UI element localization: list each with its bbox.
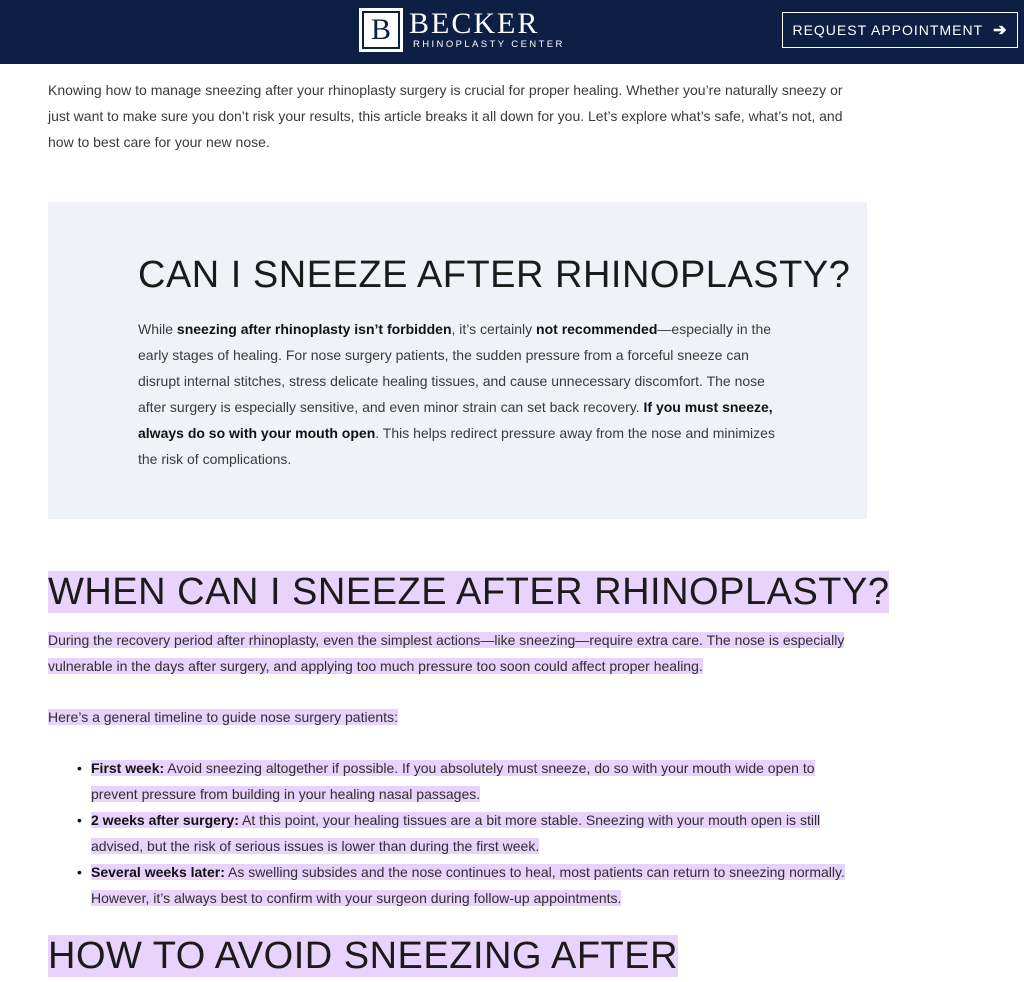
callout-text-1: While (138, 321, 177, 337)
callout-heading: CAN I SNEEZE AFTER RHINOPLASTY? (138, 254, 851, 296)
how-heading (48, 930, 678, 982)
list-item-label: 2 weeks after surgery: (91, 812, 239, 828)
list-item-label: First week: (91, 760, 165, 776)
timeline-intro-text: Here’s a general timeline to guide nose surgery patients: (48, 709, 398, 725)
timeline-list (77, 755, 861, 911)
bullet-icon: • (77, 864, 82, 880)
callout-box (48, 202, 867, 519)
timeline-intro (48, 704, 398, 730)
logo-name: BECKER (409, 7, 540, 40)
list-item (77, 859, 861, 911)
bullet-icon: • (77, 812, 82, 828)
callout-bold-3: If you must sneeze, always do so with your mouth open (138, 399, 773, 441)
list-item-text: Avoid sneezing altogether if possible. If you absolutely must sneeze, do so with your mouth wide open to prevent pressure from building in your healing nasal passages. (91, 760, 815, 802)
request-appointment-button[interactable] (782, 12, 1018, 48)
becker-logo[interactable] (359, 6, 565, 54)
callout-text-2: , it’s certainly (451, 321, 537, 337)
how-heading-text: HOW TO AVOID SNEEZING AFTER (48, 935, 679, 977)
list-item (77, 807, 861, 859)
list-item-content (91, 864, 845, 906)
callout-paragraph (138, 316, 778, 472)
request-appointment-label: REQUEST APPOINTMENT (792, 22, 984, 38)
site-header (0, 0, 1024, 64)
when-heading (48, 566, 889, 618)
callout-bold-1: sneezing after rhinoplasty isn’t forbidden (176, 321, 452, 337)
recovery-paragraph (48, 627, 848, 679)
list-item (77, 755, 861, 807)
callout-bold-2: not recommended (536, 321, 658, 337)
list-item-text: As swelling subsides and the nose continues to heal, most patients can return to sneezing normally. However, it’s always best to confirm with your surgeon during follow-up appointments. (91, 864, 845, 906)
callout-text-4: . This helps redirect pressure away from the nose and minimizes the risk of complications. (138, 425, 775, 467)
when-heading-text: WHEN CAN I SNEEZE AFTER RHINOPLASTY? (48, 571, 890, 613)
bullet-icon: • (77, 760, 82, 776)
list-item-text: At this point, your healing tissues are a bit more stable. Sneezing with your mouth open is still advised, but the risk of serious issues is lower than during the first week. (91, 812, 821, 854)
intro-paragraph: Knowing how to manage sneezing after your rhinoplasty surgery is crucial for proper healing. Whether you’re naturally sneezy or just want to make sure you don’t risk your results, this article breaks it all down for you. Let’s explore what’s safe, what’s not, and how to best care for your new nose. (48, 82, 843, 150)
list-item-label: Several weeks later: (91, 864, 225, 880)
list-item-content (91, 812, 820, 854)
arrow-right-icon: ➔ (993, 22, 1008, 39)
logo-mark (359, 8, 403, 52)
callout-text-3: —especially in the early stages of healing. For nose surgery patients, the sudden pressure from a forceful sneeze can disrupt internal stitches, stress delicate healing tissues, and cause unnecessary discomfort. The nose after surgery is especially sensitive, and even minor strain can set back recovery. (138, 321, 772, 415)
logo-wordmark (409, 9, 565, 51)
logo-letter: B (370, 13, 391, 46)
recovery-text: During the recovery period after rhinoplasty, even the simplest actions—like sneezing—require extra care. The nose is especially vulnerable in the days after surgery, and applying too much pressure too soon could affect proper healing. (48, 632, 845, 674)
logo-subtitle: RHINOPLASTY CENTER (413, 39, 565, 50)
list-item-content (91, 760, 815, 802)
